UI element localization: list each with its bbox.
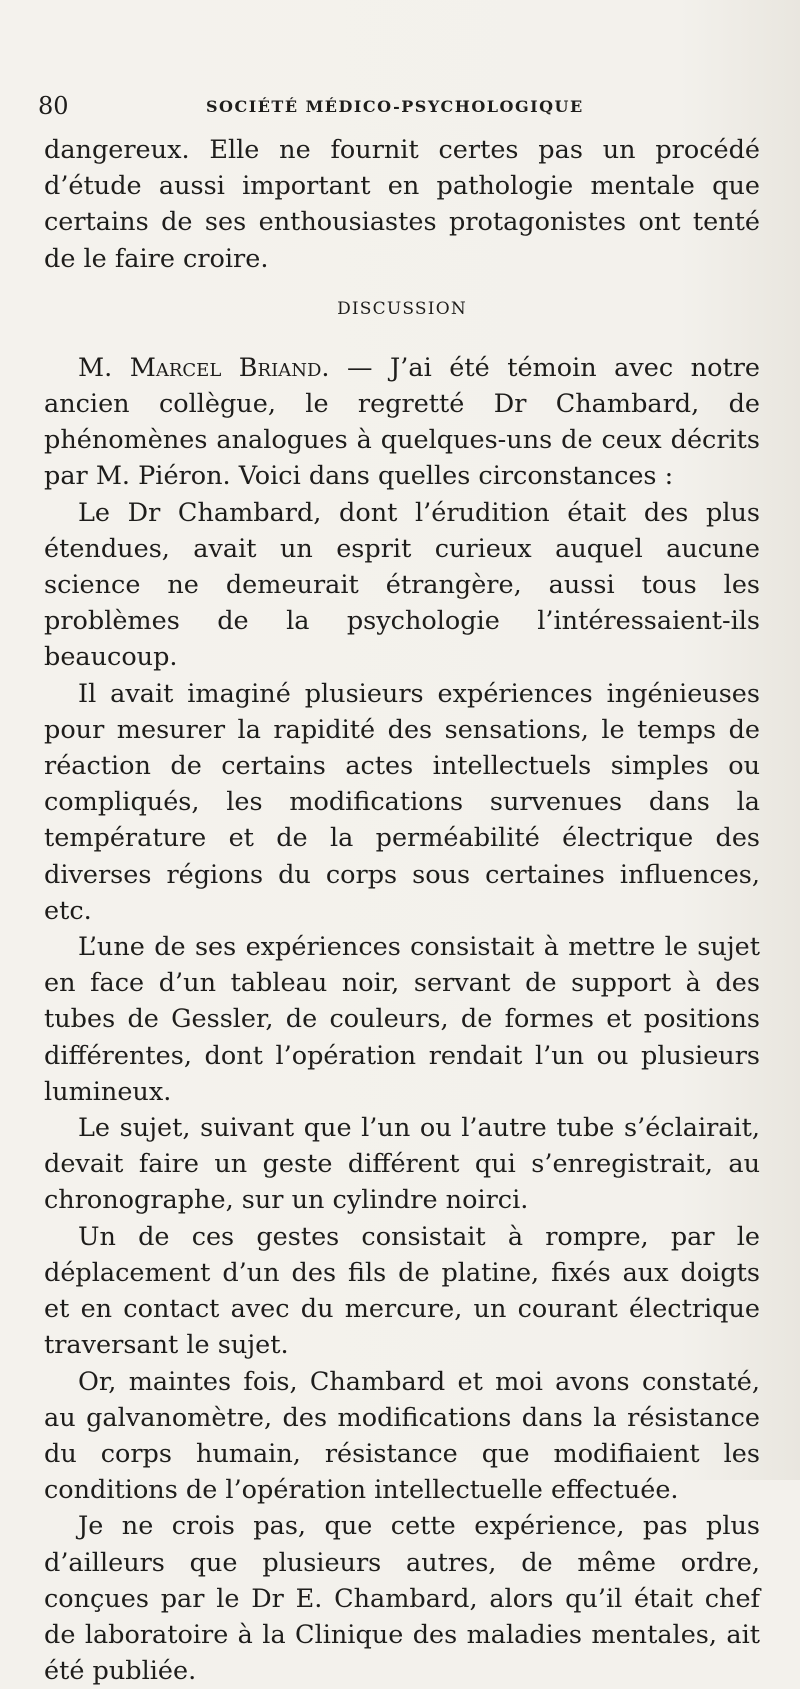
speaker-name: M. Marcel Briand. xyxy=(78,352,330,383)
running-title: SOCIÉTÉ MÉDICO-PSYCHOLOGIQUE xyxy=(206,97,584,116)
page-number: 80 xyxy=(38,92,69,120)
paragraph: Je ne crois pas, que cette expérience, pas plus d’ailleurs que plusieurs autres, de même ordre, conçues par le Dr E. Chambard, alors qu’il était chef de laboratoire à la Clinique des maladies mentales, ait été publiée. xyxy=(44,1511,760,1687)
paragraph: L’une de ses expériences consistait à mettre le sujet en face d’un tableau noir, servant de support à des tubes de Gessler, de couleurs, de formes et positions différentes, dont l’opération rendait l’un ou plusieurs lumineux. xyxy=(44,932,760,1107)
running-head xyxy=(38,92,760,132)
paragraph-continuation: dangereux. Elle ne fournit certes pas un procédé d’étude aussi important en pathologie mentale que certains de ses enthousiastes protagonistes ont tenté de le faire croire. xyxy=(44,135,760,274)
paragraph: Le Dr Chambard, dont l’érudition était des plus étendues, avait un esprit curieux auquel aucune science ne demeurait étrangère, aussi tous les problèmes de la psychologie l’intéressaient-ils beaucoup. xyxy=(44,497,760,673)
section-heading: DISCUSSION xyxy=(337,298,467,319)
page-body xyxy=(44,132,760,1689)
paragraph: Or, maintes fois, Chambard et moi avons constaté, au galvanomètre, des modifications dans la résistance du corps humain, résistance que modifiaient les conditions de l’opération intellectuelle effectuée. xyxy=(44,1366,760,1506)
paragraph-speaker-intro xyxy=(44,350,760,495)
paragraph: Il avait imaginé plusieurs expériences ingénieuses pour mesurer la rapidité des sensations, le temps de réaction de certains actes intellectuels simples ou compliqués, les modifications survenues dans la température et de la perméabilité électrique des diverses régions du corps sous certaines influences, etc. xyxy=(44,678,760,926)
paragraph: Le sujet, suivant que l’un ou l’autre tube s’éclairait, devait faire un geste différent qui s’enregistrait, au chronographe, sur un cylindre noirci. xyxy=(44,1113,760,1216)
paragraph: Un de ces gestes consistait à rompre, par le déplacement d’un des fils de platine, fixés aux doigts et en contact avec du mercure, un courant électrique traversant le sujet. xyxy=(44,1221,760,1361)
speaker-text: — J’ai été témoin avec notre ancien collègue, le regretté Dr Chambard, de phénomènes analogues à quelques-uns de ceux décrits par M. Piéron. Voici dans quelles circonstances : xyxy=(44,352,760,492)
